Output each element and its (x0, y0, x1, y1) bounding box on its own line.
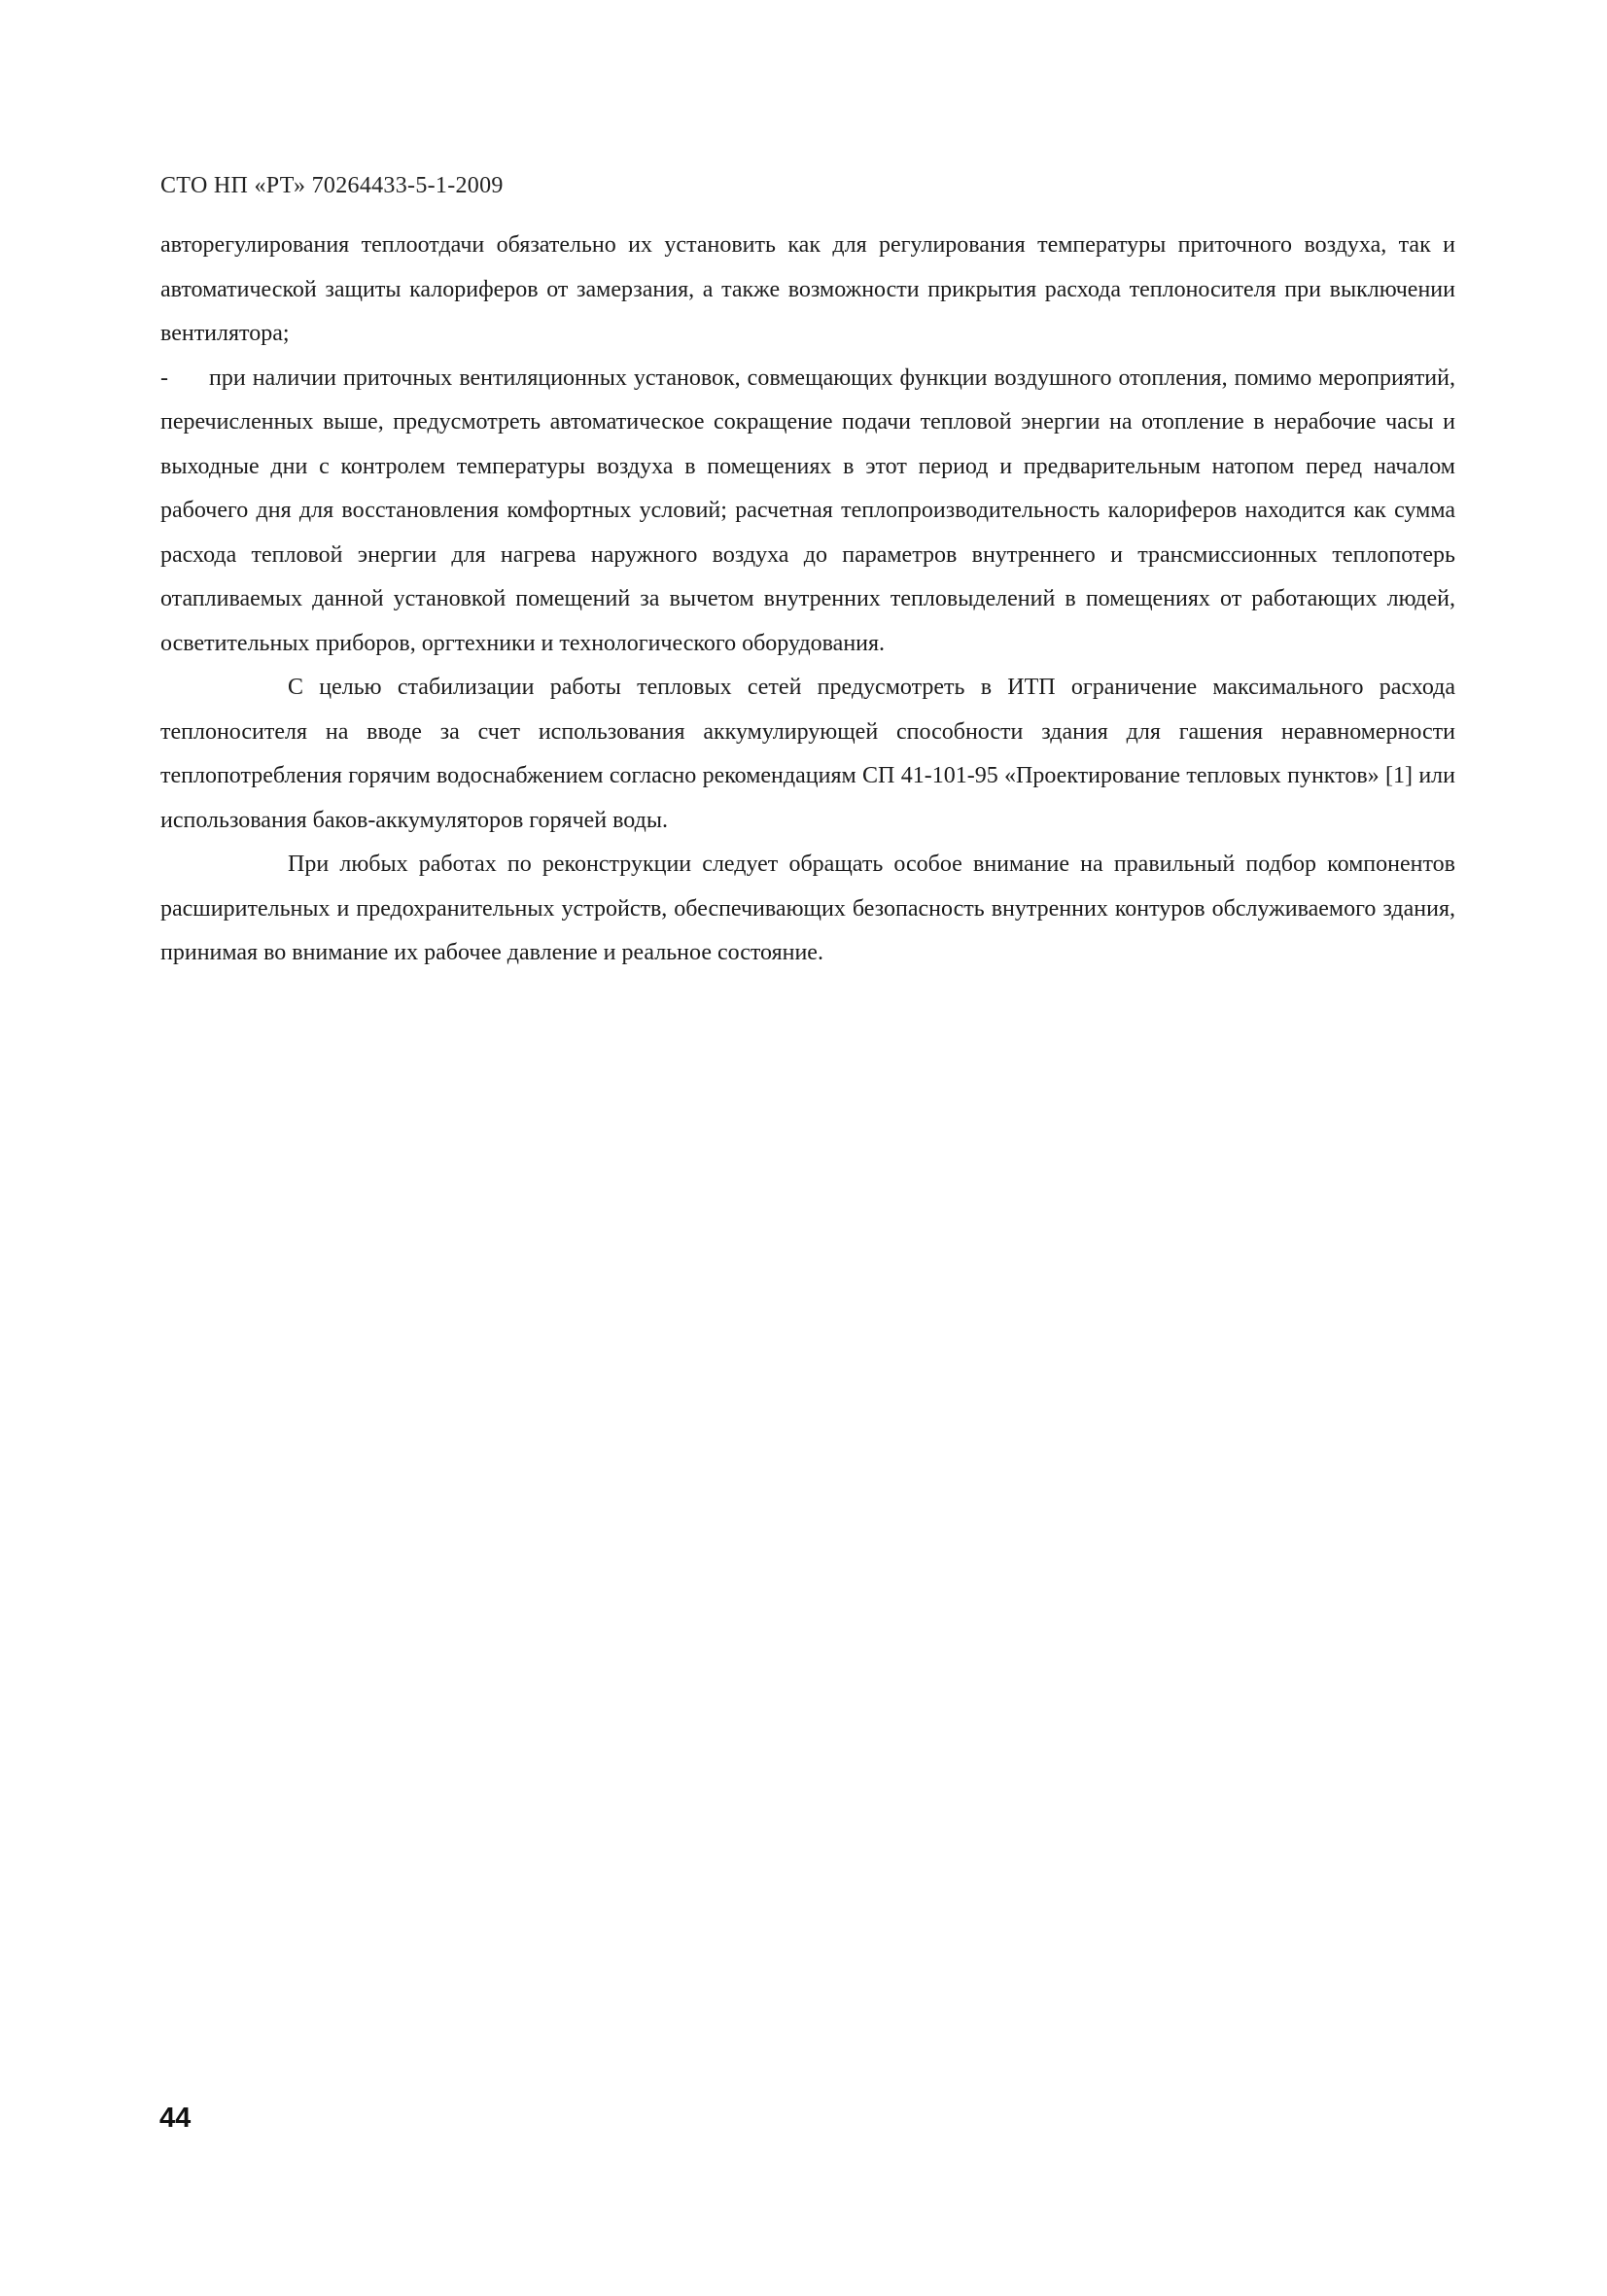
paragraph-continuation: авторегулирования теплоотдачи обязательно их установить как для регулирования температуры приточного воздуха, так и автоматической защиты калориферов от замерзания, а также возможности прикрытия расхода теплоносителя при выключении вентилятора; (160, 232, 1455, 346)
paragraph-stabilization: С целью стабилизации работы тепловых сетей предусмотреть в ИТП ограничение максимального расхода теплоносителя на вводе за счет использования аккумулирующей способности здания для гашения неравномерности теплопотребления горячим водоснабжением согласно рекомендациям СП 41-101-95 «Проектирование тепловых пунктов» [1] или использования баков-аккумуляторов горячей воды. (160, 675, 1455, 833)
document-header: СТО НП «РТ» 70264433-5-1-2009 (160, 173, 504, 198)
list-item (160, 357, 1455, 667)
list-item-text: при наличии приточных вентиляционных установок, совмещающих функции воздушного отопления, помимо мероприятий, перечисленных выше, предусмотреть автоматическое сокращение подачи тепловой энергии на отопление в нерабочие часы и выходные дни с контролем температуры воздуха в помещениях в этот период и предварительным натопом перед началом рабочего дня для восстановления комфортных условий; расчетная теплопроизводительность калориферов находится как сумма расхода тепловой энергии для нагрева наружного воздуха до параметров внутреннего и трансмиссионных теплопотерь отапливаемых данной установкой помещений за вычетом внутренних тепловыделений в помещениях от работающих людей, осветительных приборов, оргтехники и технологического оборудования. (160, 365, 1455, 656)
paragraph-reconstruction: При любых работах по реконструкции следует обращать особое внимание на правильный подбор компонентов расширительных и предохранительных устройств, обеспечивающих безопасность внутренних контуров обслуживаемого здания, принимая во внимание их рабочее давление и реальное состояние. (160, 852, 1455, 965)
list-dash-marker: - (160, 365, 168, 391)
page-number: 44 (159, 2103, 192, 2134)
document-body (160, 224, 1455, 976)
